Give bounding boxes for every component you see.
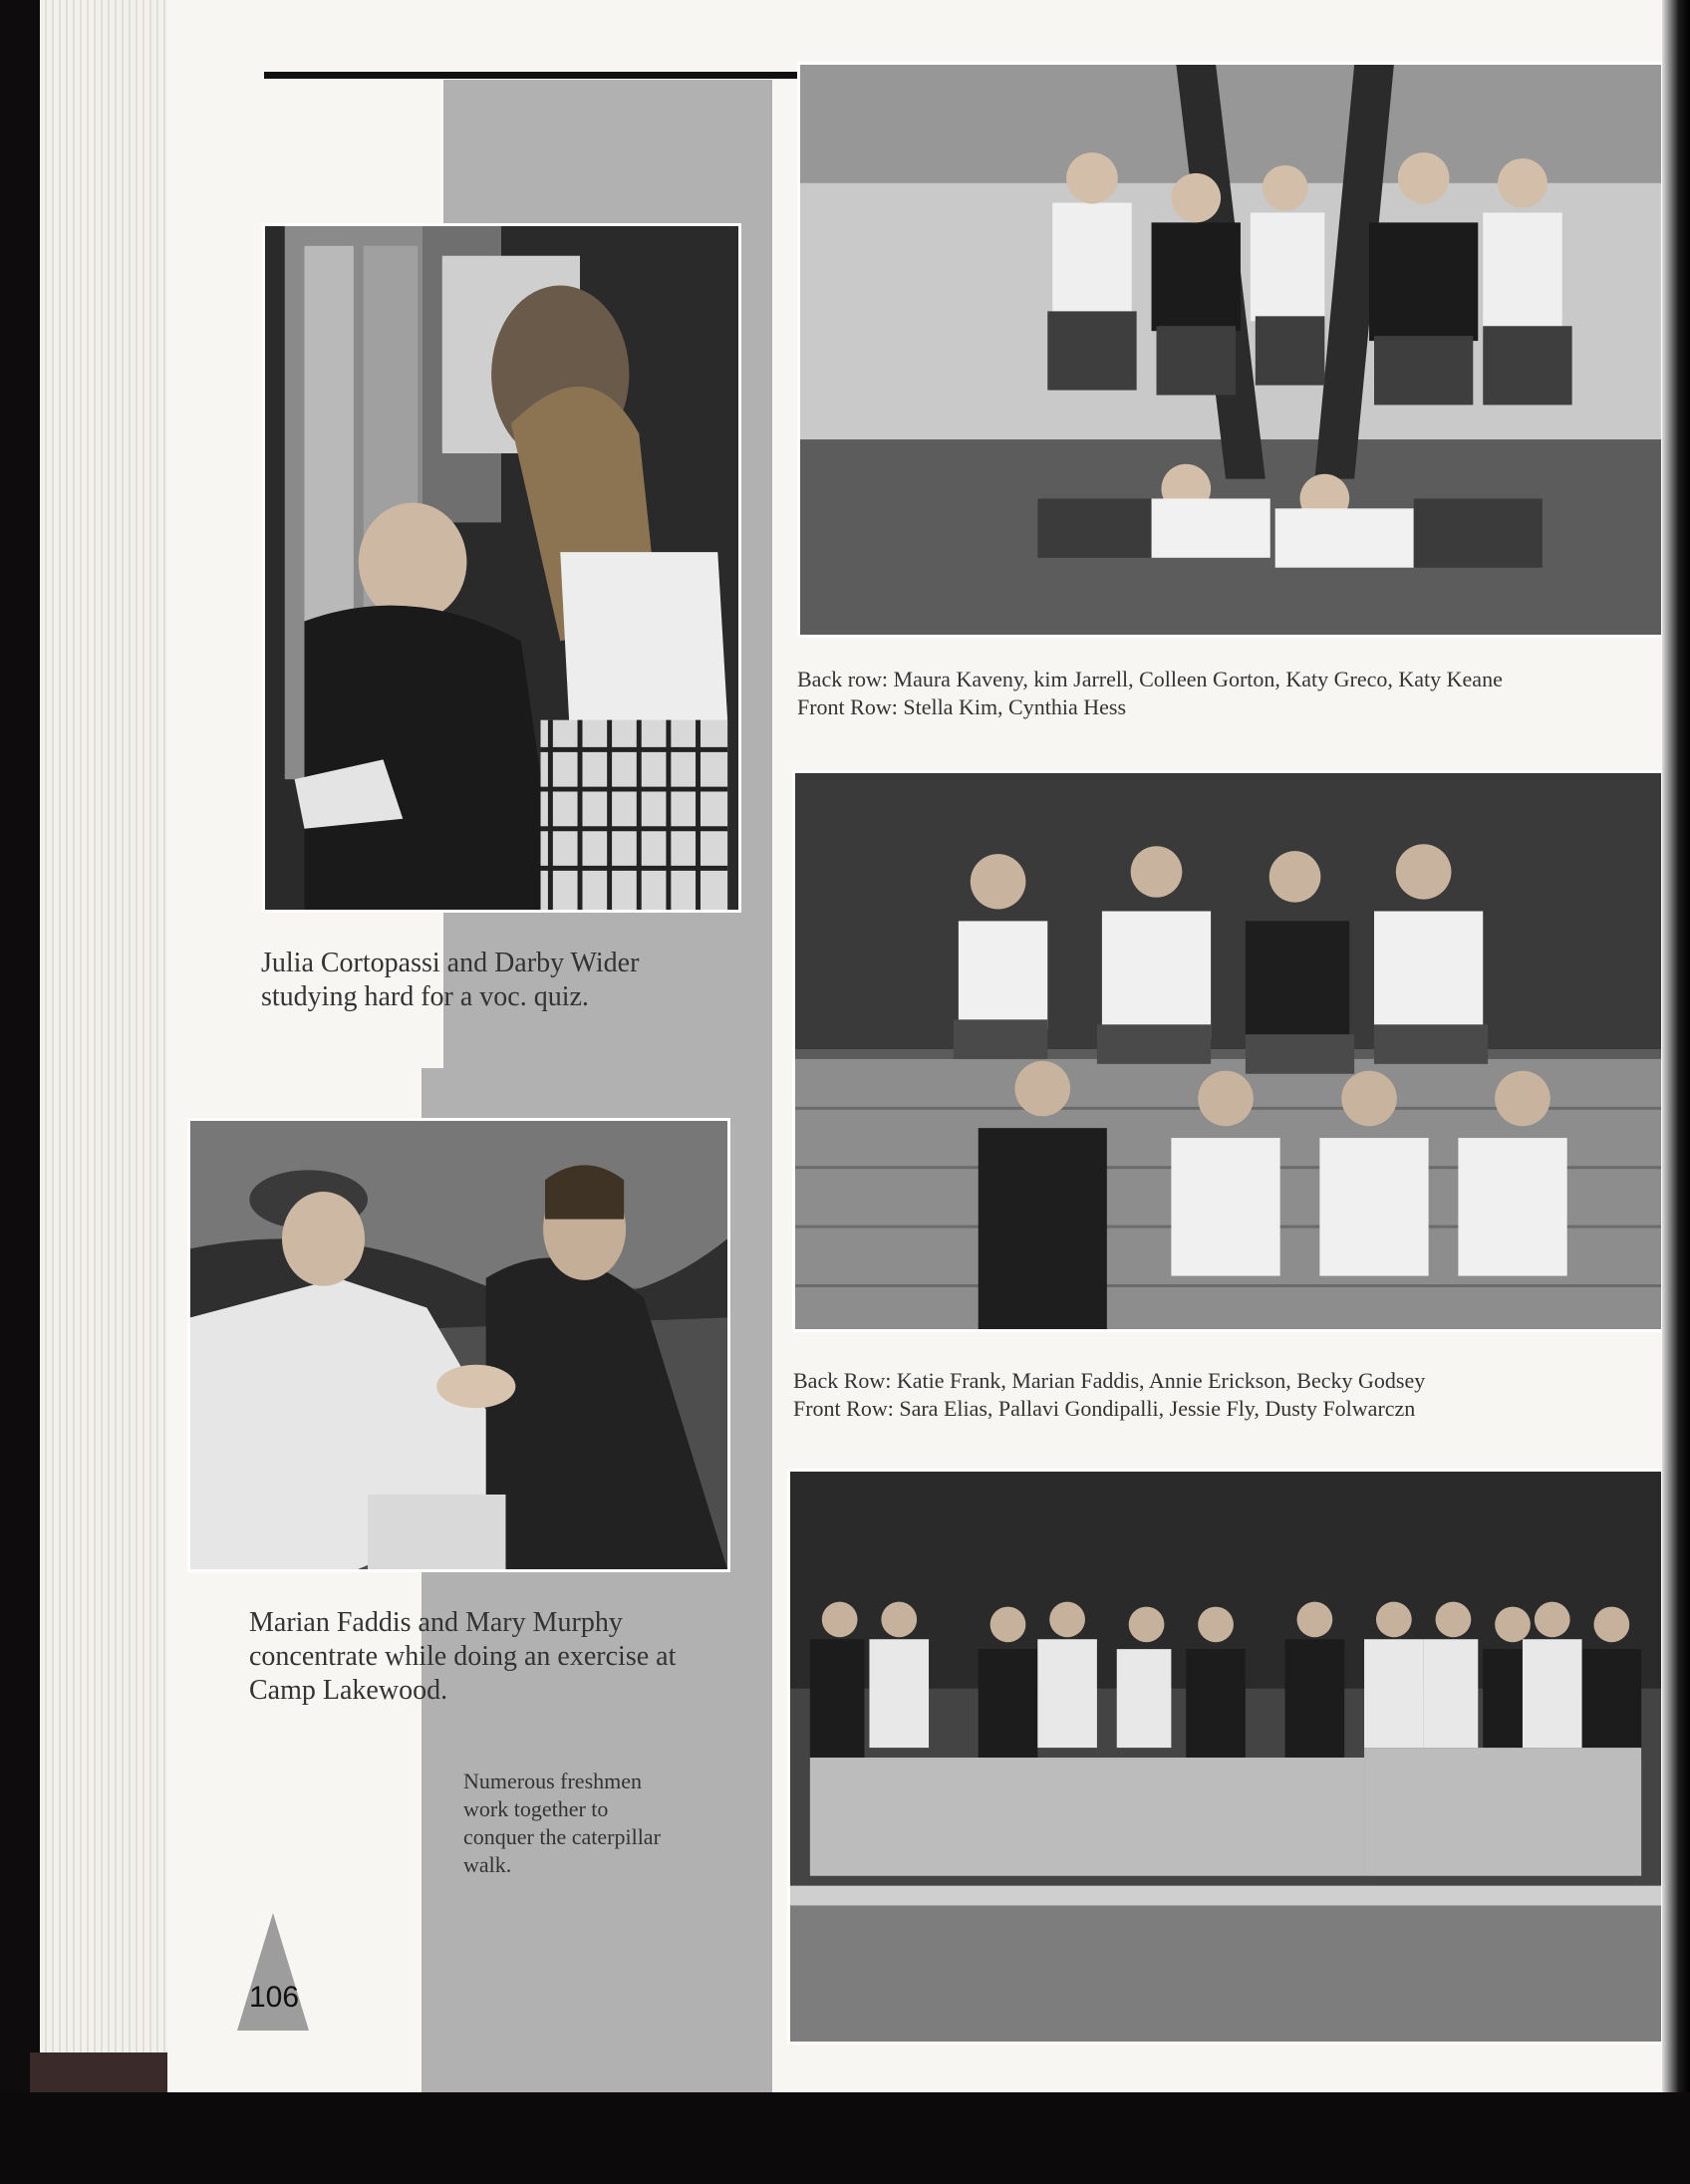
group-two-caption-line-1: Back Row: Katie Frank, Marian Faddis, Annie Erickson, Becky Godsey: [793, 1368, 1426, 1393]
caterpillar-caption-line-2: work together to: [463, 1796, 609, 1821]
study-caption-line-2: studying hard for a voc. quiz.: [261, 981, 589, 1012]
group-two-photo-image: [795, 773, 1661, 1329]
group-one-caption-line-2: Front Row: Stella Kim, Cynthia Hess: [797, 694, 1126, 719]
study-caption: [261, 947, 680, 1014]
study-photo: [262, 223, 741, 913]
group-two-photo: [792, 770, 1664, 1332]
camp-caption-line-1: Marian Faddis and Mary Murphy: [249, 1607, 623, 1638]
caterpillar-caption-line-4: walk.: [463, 1852, 512, 1877]
group-one-caption-line-1: Back row: Maura Kaveny, kim Jarrell, Colleen Gorton, Katy Greco, Katy Keane: [797, 667, 1503, 691]
camp-caption-line-2: concentrate while doing an exercise at: [249, 1641, 677, 1672]
camp-caption-line-3: Camp Lakewood.: [249, 1675, 448, 1706]
study-caption-line-1: Julia Cortopassi and Darby Wider: [261, 948, 640, 978]
group-two-caption: [793, 1367, 1670, 1423]
caterpillar-caption: [463, 1768, 762, 1879]
study-photo-image: [265, 226, 738, 910]
caterpillar-caption-line-1: Numerous freshmen: [463, 1769, 643, 1793]
camp-caption: [249, 1606, 767, 1708]
group-one-photo-image: [800, 65, 1661, 635]
camp-photo: [187, 1118, 730, 1572]
caterpillar-photo-image: [790, 1472, 1661, 2042]
page-number: 106: [248, 1981, 300, 2014]
caterpillar-caption-line-3: conquer the caterpillar: [463, 1824, 661, 1849]
group-one-photo: [797, 62, 1664, 638]
camp-photo-image: [190, 1121, 727, 1569]
bottom-dark-band: [0, 2092, 1690, 2184]
caterpillar-photo: [787, 1469, 1664, 2045]
group-two-caption-line-2: Front Row: Sara Elias, Pallavi Gondipalli, Jessie Fly, Dusty Folwarczn: [793, 1396, 1416, 1421]
page-fold-shadow: [1662, 0, 1690, 2112]
top-rule: [264, 72, 807, 79]
book-page-edges: [40, 0, 169, 2092]
group-one-caption: [797, 666, 1674, 721]
